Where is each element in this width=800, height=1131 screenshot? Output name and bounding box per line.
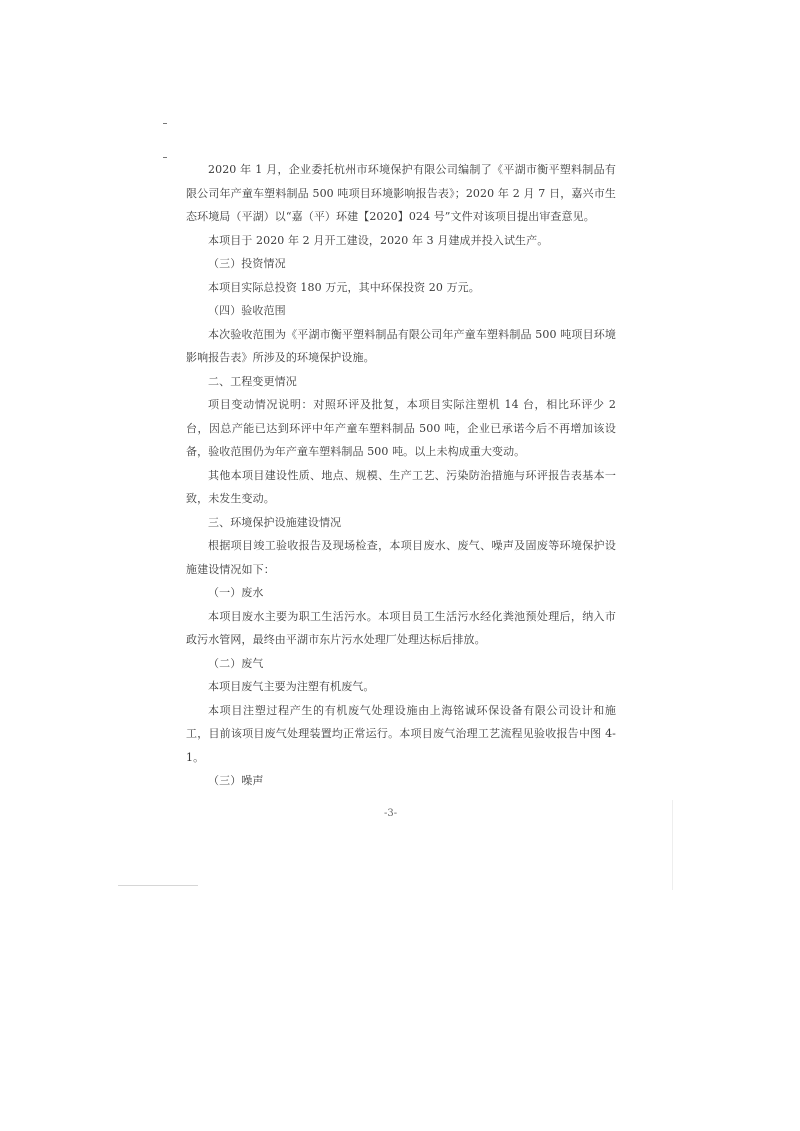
heading-investment: （三）投资情况 xyxy=(208,257,286,270)
paragraph-wastewater: 本项目废水主要为职工生活污水。本项目员工生活污水经化粪池预处理后，纳入市政污水管网，最终由平湖市东片污水处理厂处理达标后排放。 xyxy=(186,609,616,646)
heading-environmental-facilities: 三、环境保护设施建设情况 xyxy=(208,515,342,529)
heading-wastewater: （一）废水 xyxy=(208,586,264,599)
paragraph-waste-gas-treatment: 本项目注塑过程产生的有机废气处理设施由上海铭诚环保设备有限公司设计和施工，目前该项目废气处理装置均正常运行。本项目废气治理工艺流程见验收报告中图 4-1。 xyxy=(186,703,616,764)
paragraph-waste-gas-source: 本项目废气主要为注塑有机废气。 xyxy=(208,680,375,693)
paragraph-acceptance-scope: 本次验收范围为《平湖市衡平塑料制品有限公司年产童车塑料制品 500 吨项目环境影响报告表》所涉及的环境保护设施。 xyxy=(186,327,616,364)
scan-artifact-line xyxy=(118,885,198,886)
page-number: -3- xyxy=(384,808,398,819)
paragraph-investment: 本项目实际总投资 180 万元，其中环保投资 20 万元。 xyxy=(208,280,480,294)
heading-project-changes: 二、工程变更情况 xyxy=(208,374,297,388)
heading-waste-gas: （二）废气 xyxy=(208,656,264,670)
heading-acceptance-scope: （四）验收范围 xyxy=(208,304,286,317)
paragraph-facilities-intro: 根据项目竣工验收报告及现场检查，本项目废水、废气、噪声及固废等环境保护设施建设情况如下： xyxy=(186,539,616,576)
heading-noise: （三）噪声 xyxy=(208,774,264,787)
paragraph-no-other-changes: 其他本项目建设性质、地点、规模、生产工艺、污染防治措施与环评报告表基本一致，未发生变动。 xyxy=(186,468,616,505)
document-body xyxy=(186,158,616,793)
paragraph-eia-compilation: 2020 年 1 月，企业委托杭州市环境保护有限公司编制了《平湖市衡平塑料制品有限公司年产童车塑料制品 500 吨项目环境影响报告表》；2020 年 2 月 7 日，嘉兴市生态环境局（平湖）以“嘉（平）环建【2020】024 号”文件对该项目提出审查意见。 xyxy=(186,163,616,223)
scan-speck xyxy=(163,123,167,124)
scan-speck xyxy=(163,157,167,158)
scan-artifact-edge xyxy=(672,800,673,890)
paragraph-change-description: 项目变动情况说明：对照环评及批复，本项目实际注塑机 14 台，相比环评少 2 台，因总产能已达到环评中年产童车塑料制品 500 吨，企业已承诺今后不再增加该设备，验收范围仍为年产童车塑料制品 500 吨。以上未构成重大变动。 xyxy=(186,398,616,458)
paragraph-construction-dates: 本项目于 2020 年 2 月开工建设，2020 年 3 月建成并投入试生产。 xyxy=(208,233,549,247)
